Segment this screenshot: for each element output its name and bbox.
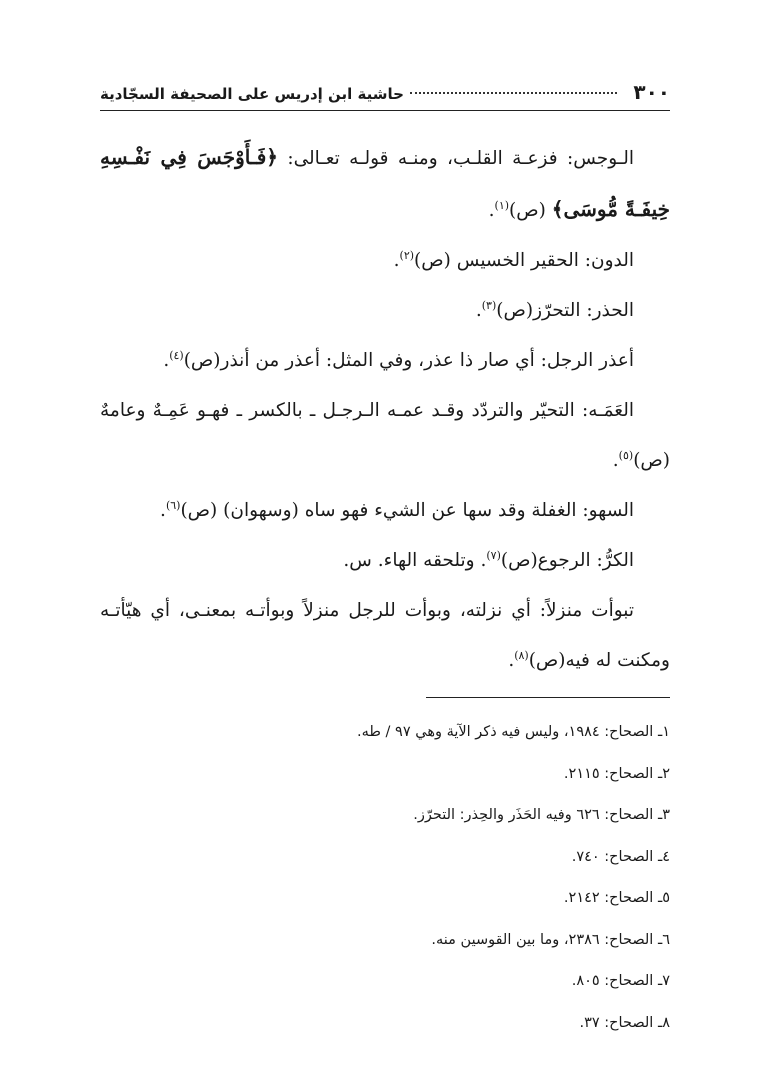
header-rule [100,110,670,111]
running-header [100,80,670,108]
entry-end: . [393,250,400,271]
footnote-ref[interactable]: (٥) [618,448,634,462]
footnote: ٥ـ الصحاح: ٢١٤٢. [563,890,670,906]
footnote: ٧ـ الصحاح: ٨٠٥. [571,973,670,989]
entry-amah [100,386,670,486]
footnote: ٨ـ الصحاح: ٣٧. [579,1014,670,1031]
entry-end: . [475,300,482,321]
entry-end: . [612,450,619,471]
entry-text: الدون: الحقير الخسيس (ص) [414,250,634,271]
entry-hadhar [100,286,670,336]
entry-end: . [160,500,166,521]
entry-adhar [100,336,670,386]
footnote-ref[interactable]: (١) [494,198,510,212]
footnote-ref[interactable]: (٦) [165,498,181,512]
entry-text: الحذر: التحرّز(ص) [496,300,634,321]
footnote-ref[interactable]: (٤) [169,348,184,362]
footnote-ref[interactable]: (٢) [399,248,415,262]
running-title: حاشية ابن إدريس على الصحيفة السجّادية [100,85,404,103]
entry-karr [100,536,670,586]
footnote: ١ـ الصحاح: ١٩٨٤، وليس فيه ذكر الآية وهي ٩٧ / طه. [357,724,670,740]
dotted-leader [410,92,617,94]
footnote: ٦ـ الصحاح: ٢٣٨٦، وما بين القوسين منه. [431,931,670,948]
entry-source: (ص) [509,200,552,221]
entry-sahw [100,486,670,536]
entry-end: . [488,200,495,221]
footnote-separator [426,697,670,698]
entry-end: . وتلحقه الهاء. س. [343,550,487,571]
footnote: ٣ـ الصحاح: ٦٢٦ وفيه الحَذَر والحِذر: التحرّز. [413,807,670,823]
footnote: ٢ـ الصحاح: ٢١١٥. [563,765,670,782]
entry-text: السهو: الغفلة وقد سها عن الشيء فهو ساه (وسهوان) (ص) [180,500,634,521]
entry-tabawwa [100,586,670,686]
footnote-ref[interactable]: (٨) [514,648,529,662]
entry-wajas [100,132,670,236]
page-number: ٣٠٠ [633,80,670,104]
entry-end: . [508,650,515,671]
footnotes [100,712,670,1044]
entry-dun [100,236,670,286]
entry-text: الكرُّ: الرجوع(ص) [500,550,634,571]
footnote-ref[interactable]: (٣) [481,298,497,312]
entry-text: تبوأت منزلاً: أي نزلته، وبوأت للرجل منزلاً وبوأتـه بمعنـى، أي هيّأتـه ومكنت له فيه(ص) [100,600,670,671]
main-text [100,132,670,686]
entry-end: . [163,350,170,371]
footnote: ٤ـ الصحاح: ٧٤٠. [571,848,670,865]
entry-text: العَمَـه: التحيّر والتردّد وقـد عمـه الـرجـل ـ بالكسر ـ فهـو عَمِـهٌ وعامهٌ (ص) [100,400,670,471]
entry-text: أعذر الرجل: أي صار ذا عذر، وفي المثل: أعذر من أنذر(ص) [183,350,634,371]
footnote-ref[interactable]: (٧) [486,548,501,562]
quran-verse: ﴿فَـأَوْجَسَ فِي نَفْـسِهِ خِيفَـةً مُّوسَى﴾ [100,145,670,221]
entry-text: الـوجس: فزعـة القلـب، ومنـه قولـه تعـالى: [277,148,634,169]
